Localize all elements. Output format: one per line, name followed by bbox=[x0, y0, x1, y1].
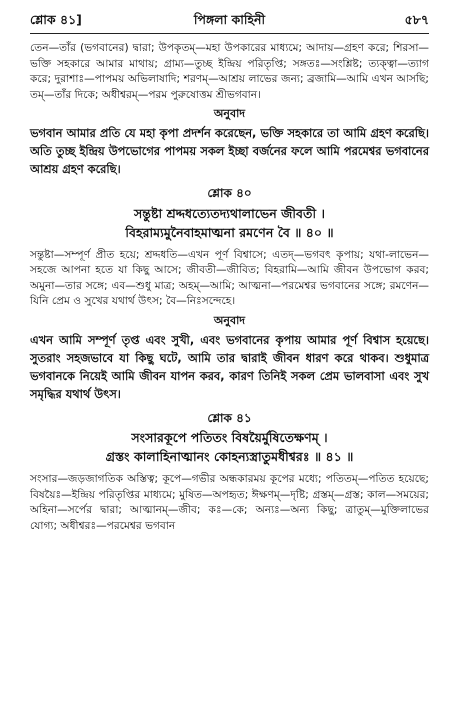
page-header bbox=[30, 12, 429, 30]
synonyms-41: সংসার—জড়জাগতিক অস্তিত্ব; কূপে—গভীর অন্ধকারময় কূপের মধ্যে; পতিতম্—পতিত হয়েছে; বিষয়ৈঃ—ইন্দ্রিয় পরিতৃপ্তির মাধ্যমে; মুষিত—অপহৃত; ঈক্ষণম্—দৃষ্টি; গ্রস্তম্—গ্রস্ত; কাল—সময়ের; অহিনা—সর্পের দ্বারা; আত্মানম্—জীব; কঃ—কে; অন্যঃ—অন্য কিছু; ত্রাতুম্—মুক্তিলাভের যোগ্য; অধীশ্বরঃ—পরমেশ্বর ভগবান bbox=[30, 473, 429, 532]
shloka-40-line-2: বিহরাম্যমুনৈবাহমাত্মনা রমণেন বৈ ॥ ৪০ ॥ bbox=[125, 224, 334, 240]
header-page-number: ৫৮৭ bbox=[404, 12, 429, 27]
shloka-40-line-1: সন্তুষ্টা শ্রদ্দধত্যেতদ্যথালাভেন জীবতী । bbox=[133, 205, 325, 221]
shloka-41-line-2: গ্রস্তং কালাহিনাত্মানং কোহন্যস্ত্রাতুমধীশ্বরঃ ॥ ৪১ ॥ bbox=[105, 449, 354, 465]
header-divider bbox=[30, 33, 429, 34]
synonyms-40: সন্তুষ্টা—সম্পূর্ণ প্রীত হয়ে; শ্রদ্দধতি—এখন পূর্ণ বিশ্বাসে; এতদ্—ভগবৎ কৃপায়; যথা-লাভেন—সহজে আপনা হতে যা কিছু আসে; জীবতী—জীবিত; বিহরামি—আমি জীবন উপভোগ করব; অমুনা—তার সঙ্গে; এব—শুধু মাত্র; অহম্—আমি; আত্মনা—পরমেশ্বর ভগবানের সঙ্গে; রমণেন—যিনি প্রেম ও সুখের যথার্থ উৎস; বৈ—নিঃসন্দেহে। bbox=[30, 248, 429, 308]
translation-heading-39: অনুবাদ bbox=[213, 107, 246, 121]
header-chapter-title: পিঙ্গলা কাহিনী bbox=[193, 12, 266, 27]
translation-heading-40: অনুবাদ bbox=[213, 313, 246, 327]
shloka-41-title: শ্লোক ৪১ bbox=[207, 410, 252, 425]
translation-39: ভগবান আমার প্রতি যে মহা কৃপা প্রদর্শন করেছেন, ভক্তি সহকারে তা আমি গ্রহণ করেছি। অতি তুচ্ছ ইন্দ্রিয় উপভোগের পাপময় সকল ইচ্ছা বর্জনের ফলে আমি পরমেশ্বর ভগবানের আশ্রয় গ্রহণ করেছি। bbox=[30, 125, 429, 176]
header-verse-reference: শ্লোক ৪১] bbox=[30, 12, 82, 27]
translation-40: এখন আমি সম্পূর্ণ তৃপ্ত এবং সুখী, এবং ভগবানের কৃপায় আমার পূর্ণ বিশ্বাস হয়েছে। সুতরাং সহজভাবে যা কিছু ঘটে, আমি তার দ্বারাই জীবন ধারণ করে থাকব। শুধুমাত্র ভগবানকে নিয়েই আমি জীবন যাপন করব, কারণ তিনিই সকল প্রেম ভালবাসা এবং সুখ সমৃদ্ধির যথার্থ উৎস। bbox=[30, 332, 429, 401]
shloka-40-title: শ্লোক ৪০ bbox=[207, 185, 252, 200]
synonyms-39: তেন—তাঁর (ভগবানের) দ্বারা; উপকৃতম্—মহা উপকারের মাধ্যমে; আদায়—গ্রহণ করে; শিরসা—ভক্তি সহকারে আমার মাথায়; গ্রাম্য—তুচ্ছ ইন্দ্রিয় পরিতৃপ্তি; সঙ্গতঃ—সংশ্লিষ্ট; ত্যক্ত্বা—ত্যাগ করে; দুরাশাঃ—পাপময় অভিলাষাদি; শরণম্—আশ্রয় লাভের জন্য; ব্রজামি—আমি এখন আসছি; তম্—তাঁর দিকে; অধীশ্বরম্—পরম পুরুষোত্তম শ্রীভগবান। bbox=[30, 42, 429, 101]
shloka-41-line-1: সংসারকূপে পতিতং বিষয়ৈর্মুষিতেক্ষণম্ । bbox=[131, 430, 328, 446]
page-body bbox=[30, 41, 429, 535]
